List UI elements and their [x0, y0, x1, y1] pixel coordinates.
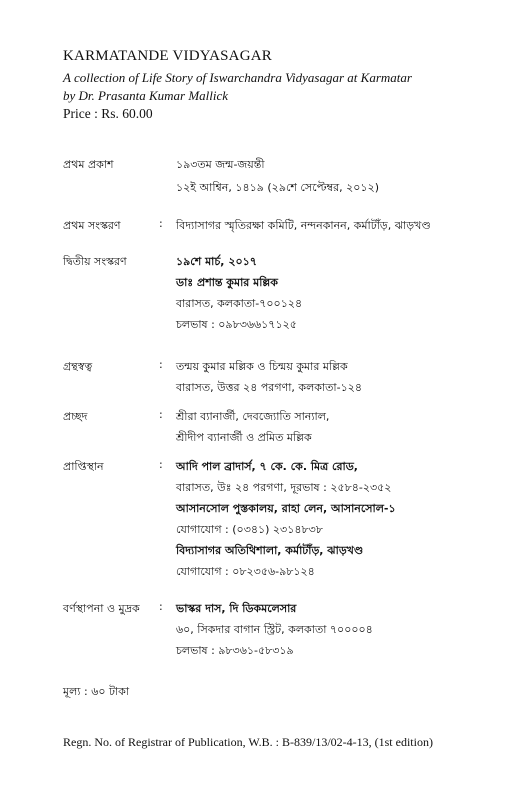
book-title: KARMATANDE VIDYASAGAR [63, 48, 272, 64]
registration-number: Regn. No. of Registrar of Publication, W.B. : B-839/13/02-4-13, (1st edition) [63, 735, 433, 749]
availability-label: প্রাপ্তিস্থান [63, 460, 104, 473]
first-publication-line1: ১৯৩তম জন্ম-জয়ন্তী [176, 158, 265, 171]
availability-colon: : [159, 458, 163, 471]
second-edition-date: ১৯শে মার্চ, ২০১৭ [176, 255, 257, 268]
availability-line6: যোগাযোগ : ০৮২৩৫৬-৯৮১২৪ [176, 565, 315, 578]
first-edition-label: প্রথম সংস্করণ [63, 219, 121, 232]
book-subtitle: A collection of Life Story of Iswarchandra Vidyasagar at Karmatar [63, 70, 412, 85]
typesetting-line1: ভাস্কর দাস, দি ডিকমলেসার [176, 602, 297, 615]
first-publication-line2: ১২ই আশ্বিন, ১৪১৯ (২৯শে সেপ্টেম্বর, ২০১২) [176, 181, 380, 194]
cover-line2: শ্রীদীপ ব্যানার্জী ও প্রমিত মল্লিক [176, 431, 312, 444]
second-edition-label: দ্বিতীয় সংস্করণ [63, 255, 127, 268]
price-bengali: মূল্য : ৬০ টাকা [63, 685, 130, 698]
second-edition-phone: চলভাষ : ০৯৮৩৬৬১৭১২৫ [176, 318, 297, 331]
price-english: Price : Rs. 60.00 [63, 106, 153, 121]
availability-line1: আদি পাল ব্রাদার্স, ৭ কে. কে. মিত্র রোড, [176, 460, 358, 473]
author-line: by Dr. Prasanta Kumar Mallick [63, 88, 229, 103]
second-edition-address: বারাসত, কলকাতা-৭০০১২৪ [176, 297, 303, 310]
first-publication-label: প্রথম প্রকাশ [63, 158, 114, 171]
availability-line4: যোগাযোগ : (০৩৪১) ২৩১৪৮৩৮ [176, 523, 323, 536]
cover-label: প্রচ্ছদ [63, 410, 88, 423]
copyright-line2: বারাসত, উত্তর ২৪ পরগণা, কলকাতা-১২৪ [176, 381, 363, 394]
copyright-label: গ্রন্থস্বত্ব [63, 360, 93, 373]
copyright-line1: তন্ময় কুমার মল্লিক ও চিন্ময় কুমার মল্লিক [176, 360, 348, 373]
second-edition-publisher: ডাঃ প্রশান্ত কুমার মল্লিক [176, 276, 278, 289]
typesetting-label: বর্ণস্থাপনা ও মুদ্রক [63, 602, 140, 615]
cover-line1: শ্রীরা ব্যানার্জী, দেবজ্যোতি সান্যাল, [176, 410, 330, 423]
typesetting-colon: : [159, 600, 163, 613]
typesetting-line3: চলভাষ : ৯৮৩৬১-৫৮৩১৯ [176, 644, 294, 657]
first-edition-line1: বিদ্যাসাগর স্মৃতিরক্ষা কমিটি, নন্দনকানন, কর্মাটাঁড়, ঝাড়খণ্ড [176, 219, 431, 232]
cover-colon: : [159, 408, 163, 421]
first-edition-colon: : [159, 217, 163, 230]
typesetting-line2: ৬০, সিকদার বাগান স্ট্রিট, কলকাতা ৭০০০০৪ [176, 623, 373, 636]
availability-line2: বারাসত, উঃ ২৪ পরগণা, দূরভাষ : ২৫৮৪-২৩৫২ [176, 481, 392, 494]
availability-line5: বিদ্যাসাগর অতিথিশালা, কর্মাটাঁড়, ঝাড়খণ্ড [176, 544, 364, 557]
copyright-colon: : [159, 358, 163, 371]
availability-line3: আসানসোল পুস্তকালয়, রাহা লেন, আসানসোল-১ [176, 502, 396, 515]
